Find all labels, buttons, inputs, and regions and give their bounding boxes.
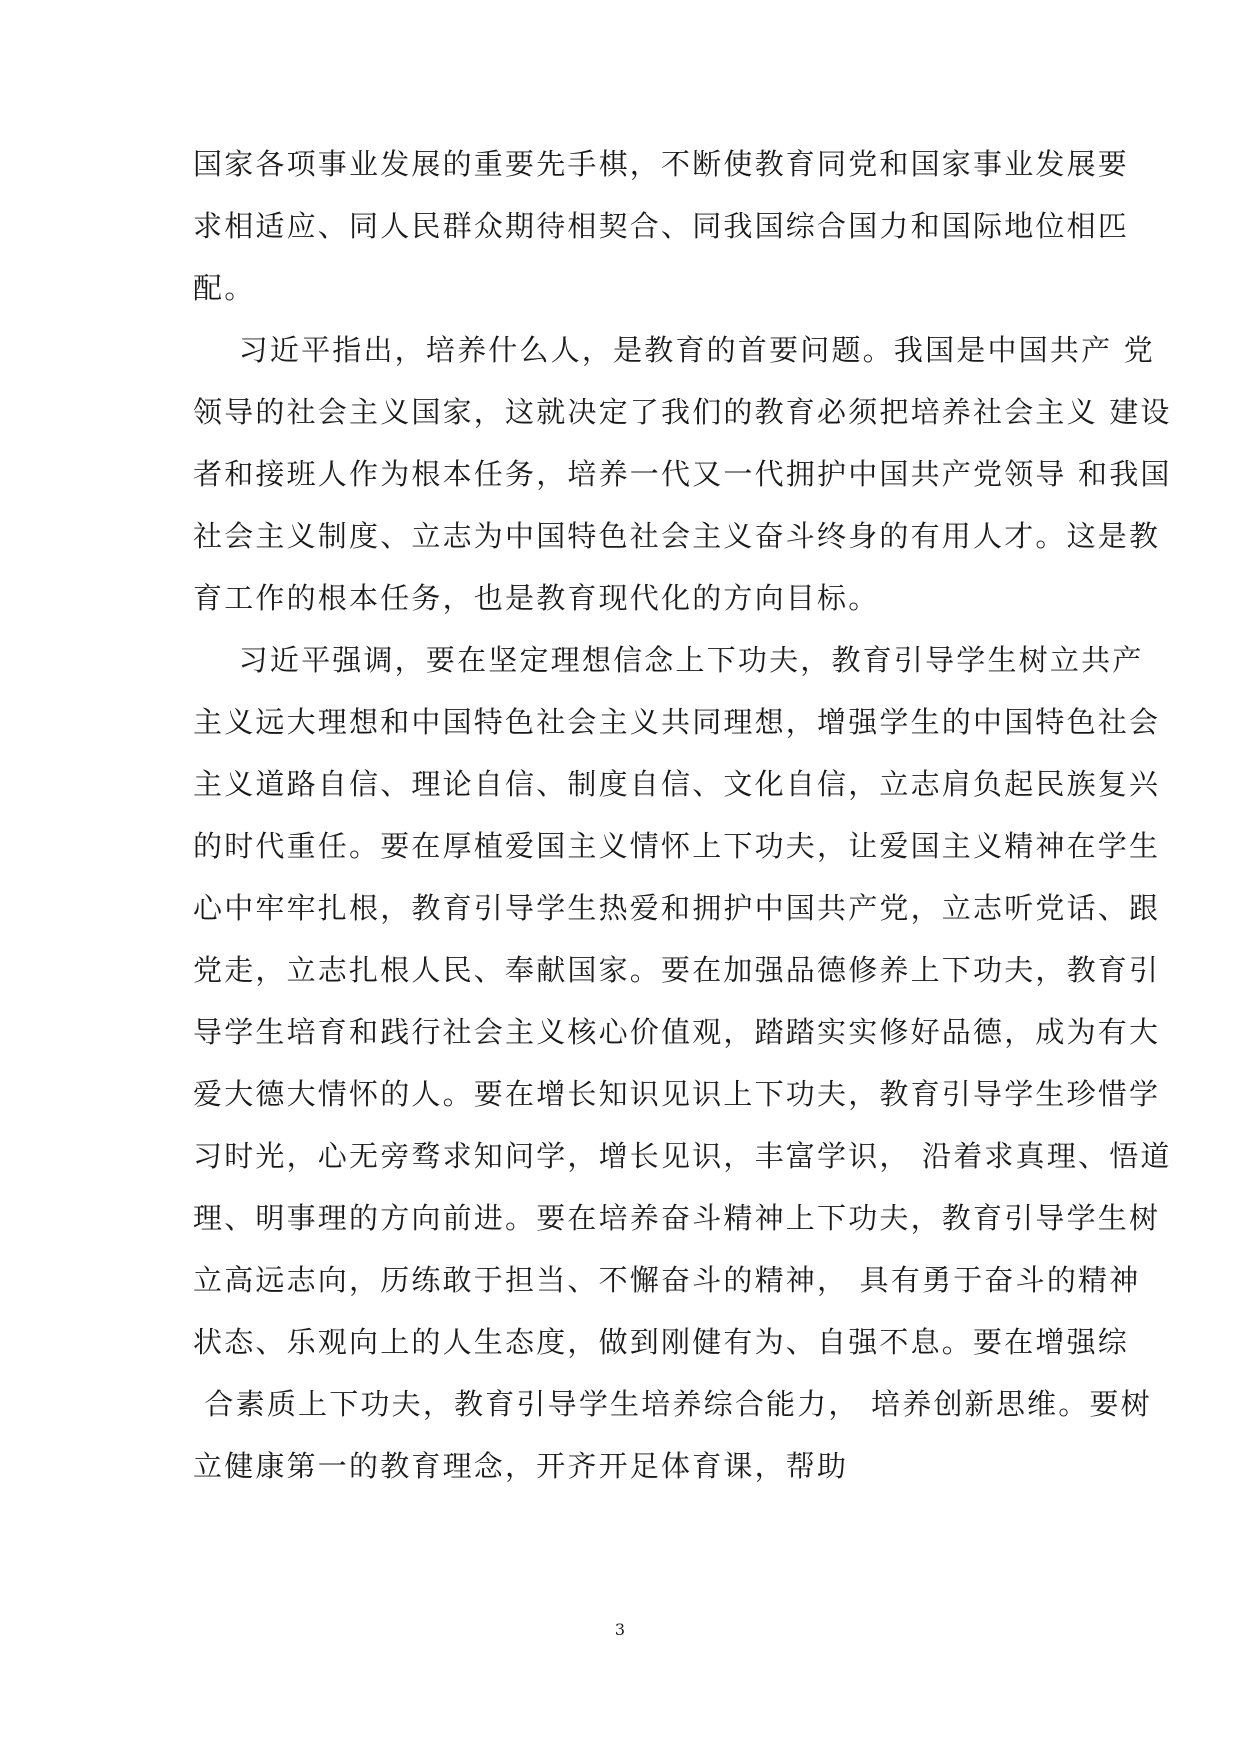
text-line: 社会主义制度、立志为中国特色社会主义奋斗终身的有用人才。这是教 [193, 519, 1161, 553]
text-line: 理、明事理的方向前进。要在培养奋斗精神上下功夫，教育引导学生树 [193, 1201, 1161, 1235]
text-line: 心中牢牢扎根，教育引导学生热爱和拥护中国共产党，立志听党话、跟 [193, 891, 1161, 925]
text-line: 育工作的根本任务，也是教育现代化的方向目标。 [193, 581, 880, 615]
text-line: 求相适应、同人民群众期待相契合、同我国综合国力和国际地位相匹 [193, 209, 1130, 243]
text-line: 习时光，心无旁骛求知问学，增长见识，丰富学识， 沿着求真理、悟道 [193, 1139, 1172, 1173]
text-line: 导学生培育和践行社会主义核心价值观，踏踏实实修好品德，成为有大 [193, 1015, 1161, 1049]
text-line: 合素质上下功夫，教育引导学生培养综合能力， 培养创新思维。要树 [193, 1387, 1152, 1421]
text-line: 立健康第一的教育理念，开齐开足体育课，帮助 [193, 1449, 849, 1483]
text-line: 主义道路自信、理论自信、制度自信、文化自信，立志肩负起民族复兴 [193, 767, 1161, 801]
text-line: 习近平指出，培养什么人，是教育的首要问题。我国是中国共产 党 [193, 333, 1155, 367]
text-line: 者和接班人作为根本任务，培养一代又一代拥护中国共产党领导 和我国 [193, 457, 1172, 491]
text-line: 配。 [193, 271, 256, 305]
text-line: 习近平强调，要在坚定理想信念上下功夫，教育引导学生树立共产 [193, 643, 1144, 677]
text-line: 国家各项事业发展的重要先手棋，不断使教育同党和国家事业发展要 [193, 147, 1130, 181]
text-line: 主义远大理想和中国特色社会主义共同理想，增强学生的中国特色社会 [193, 705, 1161, 739]
text-line: 党走，立志扎根人民、奉献国家。要在加强品德修养上下功夫，教育引 [193, 953, 1161, 987]
text-line: 领导的社会主义国家，这就决定了我们的教育必须把培养社会主义 建设 [193, 395, 1172, 429]
text-line: 状态、乐观向上的人生态度，做到刚健有为、自强不息。要在增强综 [193, 1325, 1130, 1359]
page-number: 3 [614, 1620, 626, 1639]
text-line: 立高远志向，历练敢于担当、不懈奋斗的精神， 具有勇于奋斗的精神 [193, 1263, 1141, 1297]
text-line: 爱大德大情怀的人。要在增长知识见识上下功夫，教育引导学生珍惜学 [193, 1077, 1161, 1111]
text-line: 的时代重任。要在厚植爱国主义情怀上下功夫，让爱国主义精神在学生 [193, 829, 1161, 863]
